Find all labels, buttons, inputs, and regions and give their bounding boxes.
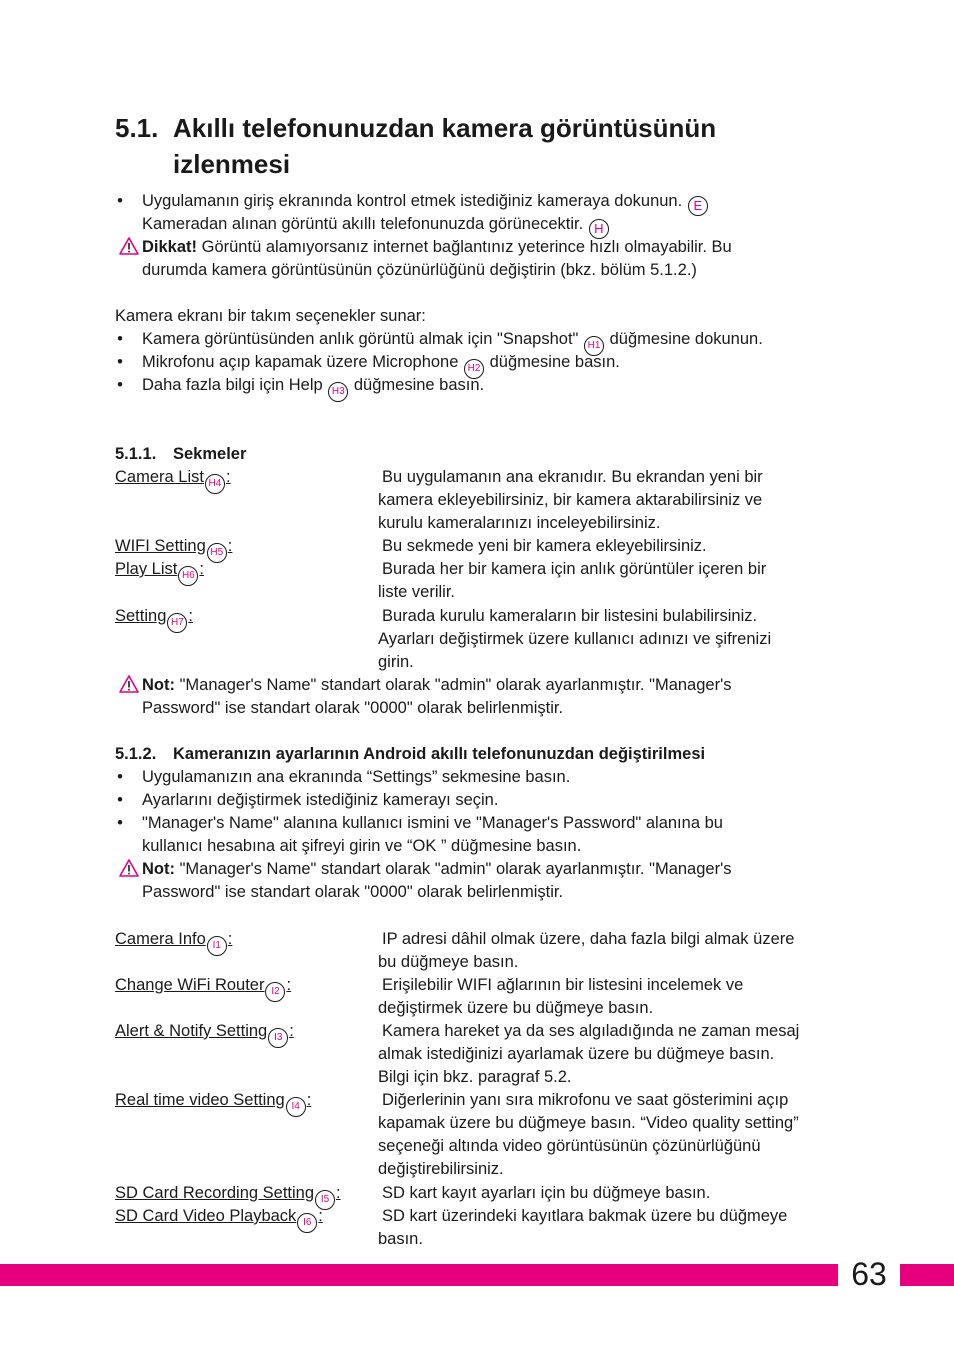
warning-icon [119,675,139,693]
callout-badge-i2: I2 [265,982,285,1002]
warning-line-1: Dikkat! Görüntü alamıyorsanız internet bağlantınız yeterince hızlı olmayabilir. Bu [142,238,732,256]
callout-badge-i5: I5 [315,1190,335,1210]
setting-label-alert-notify: Alert & Notify Setting I3 : [115,1020,294,1048]
android-step-2: Ayarlarını değiştirmek istediğiniz kamerayı seçin. [142,791,499,809]
intro-line-2: Kameradan alınan görüntü akıllı telefonunuzda görünecektir. H [142,213,610,239]
callout-badge-e: E [688,196,708,216]
options-lead: Kamera ekranı bir takım seçenekler sunar: [115,307,426,325]
warning-label: Dikkat! [142,238,198,256]
warning-icon [119,237,139,255]
bullet-marker: • [117,353,123,371]
setting-desc-sd-recording: SD kart kayıt ayarları için bu düğmeye basın. [382,1184,711,1202]
setting-desc-change-wifi-router: Erişilebilir WIFI ağlarının bir listesini incelemek ve değiştirmek üzere bu düğmeye basın. [378,976,744,1017]
setting-label-change-wifi-router: Change WiFi Router I2 : [115,974,291,1002]
callout-badge-i6: I6 [297,1213,317,1233]
setting-desc-camera-info: IP adresi dâhil olmak üzere, daha fazla bilgi almak üzere bu düğmeye basın. [378,930,795,971]
tab-label-camera-list: Camera List H4 : [115,466,231,494]
callout-badge-h2: H2 [464,359,484,379]
setting-label-sd-recording: SD Card Recording Setting I5 : [115,1182,341,1210]
callout-badge-i3: I3 [268,1028,288,1048]
tab-desc-camera-list: Bu uygulamanın ana ekranıdır. Bu ekrandan yeni bir kamera ekleyebilirsiniz, bir kamera aktarabilirsiniz ve kurulu kameralarınızı inceleyebilirsiniz. [378,468,763,532]
android-note-line-1: Not: "Manager's Name" standart olarak "admin" olarak ayarlanmıştır. "Manager's [142,860,732,878]
bullet-marker: • [117,814,123,832]
setting-label-sd-playback: SD Card Video Playback I6 : [115,1205,323,1233]
setting-desc-real-time-video: Diğerlerinin yanı sıra mikrofonu ve saat gösterimini açıp kapamak üzere bu düğmeye basın. “Video quality setting” seçeneği altında video görüntüsünün çözünürlüğünü değiştirebilirsiniz. [378,1091,799,1178]
callout-badge-i1: I1 [207,936,227,956]
bullet-marker: • [117,791,123,809]
android-heading: 5.1.2. Kameranızın ayarlarının Android akıllı telefonunuzdan değiştirilmesi [115,745,706,763]
bullet-marker: • [117,376,123,394]
warning-line-2: durumda kamera görüntüsünün çözünürlüğünü değiştirin (bkz. bölüm 5.1.2.) [142,261,697,279]
note-label: Not: [142,860,175,878]
callout-badge-h7: H7 [167,613,187,633]
warning-icon [119,859,139,877]
android-note-line-2: Password" ise standart olarak "0000" olarak belirlenmiştir. [142,883,564,901]
callout-badge-h6: H6 [178,566,198,586]
option-microphone: Mikrofonu açıp kapamak üzere Microphone H2 düğmesine basın. [142,351,620,379]
tab-desc-setting: Burada kurulu kameraların bir listesini bulabilirsiniz. Ayarları değiştirmek üzere kullanıcı adınızı ve şifrenizi girin. [378,607,772,671]
tab-desc-wifi-setting: Bu sekmede yeni bir kamera ekleyebilirsiniz. [382,537,707,555]
callout-badge-h: H [589,219,609,239]
setting-desc-sd-playback: SD kart üzerindeki kayıtlara bakmak üzere bu düğmeye basın. [378,1207,788,1248]
section-number: 5.1. [115,113,159,143]
intro-line-1: Uygulamanın giriş ekranında kontrol etmek istediğiniz kameraya dokunun. E [142,190,709,216]
callout-badge-h5: H5 [207,543,227,563]
tabs-note-line-1: Not: "Manager's Name" standart olarak "admin" olarak ayarlanmıştır. "Manager's [142,676,732,694]
page-title [115,110,875,182]
callout-badge-h4: H4 [205,474,225,494]
note-label: Not: [142,676,175,694]
android-step-1: Uygulamanızın ana ekranında “Settings” sekmesine basın. [142,768,571,786]
tab-desc-play-list: Burada her bir kamera için anlık görüntüler içeren bir liste verilir. [378,560,767,601]
tab-label-wifi-setting: WIFI Setting H5 : [115,535,232,563]
page-number: 63 [851,1256,887,1292]
option-help: Daha fazla bilgi için Help H3 düğmesine basın. [142,374,484,402]
android-step-3-line-1: "Manager's Name" alanına kullanıcı ismini ve "Manager's Password" alanına bu [142,814,723,832]
tabs-heading: 5.1.1. Sekmeler [115,445,247,463]
footer-accent-bar [0,1264,954,1286]
setting-desc-alert-notify: Kamera hareket ya da ses algıladığında ne zaman mesaj almak istediğinizi ayarlamak üzere bu düğmeye basın. Bilgi için bkz. paragraf 5.2. [378,1022,800,1086]
option-snapshot: Kamera görüntüsünden anlık görüntü almak için "Snapshot" H1 düğmesine dokunun. [142,328,763,356]
bullet-marker: • [117,768,123,786]
bullet-marker: • [117,330,123,348]
tabs-note-line-2: Password" ise standart olarak "0000" olarak belirlenmiştir. [142,699,564,717]
title-line-2: izlenmesi [173,149,291,179]
tab-label-setting: Setting H7 : [115,605,193,633]
callout-badge-h1: H1 [584,336,604,356]
setting-label-camera-info: Camera Info I1 : [115,928,232,956]
callout-badge-i4: I4 [286,1097,306,1117]
title-line-1: Akıllı telefonunuzdan kamera görüntüsünün [173,113,717,143]
android-step-3-line-2: kullanıcı hesabına ait şifreyi girin ve “OK ” düğmesine basın. [142,837,582,855]
callout-badge-h3: H3 [328,382,348,402]
bullet-marker: • [117,192,123,210]
setting-label-real-time-video: Real time video Setting I4 : [115,1089,311,1117]
tab-label-play-list: Play List H6 : [115,558,204,586]
